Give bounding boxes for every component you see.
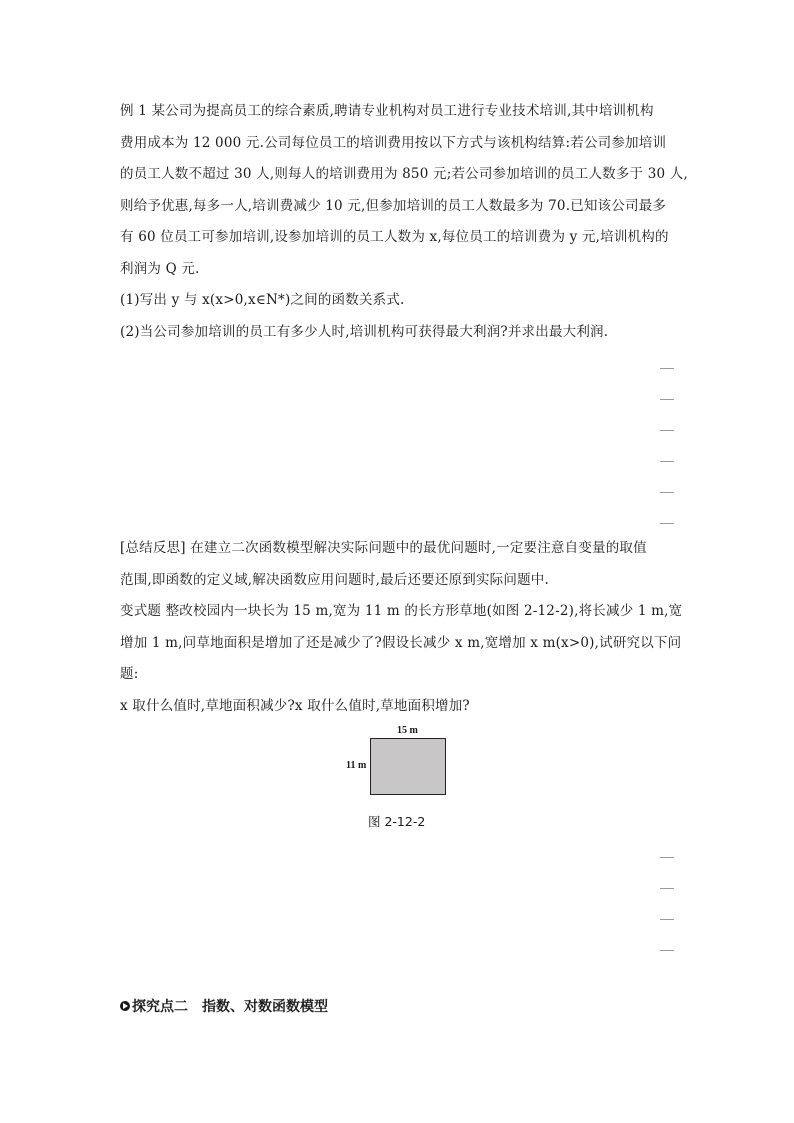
figure-caption: 图 2-12-2 xyxy=(368,814,426,829)
variant-line: x 取什么值时,草地面积减少?x 取什么值时,草地面积增加? xyxy=(120,697,470,714)
answer-line xyxy=(660,950,674,951)
play-bullet-icon xyxy=(120,1001,130,1011)
example-1-line: 的员工人数不超过 30 人,则每人的培训费用为 850 元;若公司参加培训的员工人数多于 30 人, xyxy=(120,166,689,182)
example-1-line: 例 1 某公司为提高员工的综合素质,聘请专业机构对员工进行专业技术培训,其中培训机构 xyxy=(120,103,654,119)
variant-line: 变式题 整改校园内一块长为 15 m,宽为 11 m 的长方形草地(如图 2-12-2),将长减少 1 m,宽 xyxy=(120,603,683,619)
section-heading xyxy=(120,996,328,1016)
section-title: 探究点二 指数、对数函数模型 xyxy=(132,999,328,1015)
answer-line xyxy=(660,888,674,889)
variant-line: 增加 1 m,问草地面积是增加了还是减少了?假设长减少 x m,宽增加 x m(x>0),试研究以下问 xyxy=(120,634,682,651)
lawn-rectangle xyxy=(370,738,446,795)
reflection-line: 范围,即函数的定义域,解决函数应用问题时,最后还要还原到实际问题中. xyxy=(120,571,549,588)
answer-line xyxy=(660,461,674,462)
width-label: 11 m xyxy=(346,760,367,771)
answer-line xyxy=(660,430,674,431)
variant-line: 题: xyxy=(120,666,139,682)
rectangle-figure xyxy=(340,724,460,804)
answer-line xyxy=(660,919,674,920)
length-label: 15 m xyxy=(397,725,418,736)
example-1-line: 费用成本为 12 000 元.公司每位员工的培训费用按以下方式与该机构结算:若公司参加培训 xyxy=(120,134,667,151)
summary-reflection xyxy=(120,533,680,596)
variant-problem xyxy=(120,596,683,722)
example-1-line: 利润为 Q 元. xyxy=(120,260,200,277)
example-1-line: 则给予优惠,每多一人,培训费减少 10 元,但参加培训的员工人数最多为 70.已知该公司最多 xyxy=(120,197,667,214)
example-1-line: 有 60 位员工可参加培训,设参加培训的员工人数为 x,每位员工的培训费为 y 元,培训机构的 xyxy=(120,229,669,245)
example-1-problem xyxy=(120,96,689,348)
answer-line xyxy=(660,523,674,524)
answer-line xyxy=(660,368,674,369)
answer-line xyxy=(660,399,674,400)
question-2: (2)当公司参加培训的员工有多少人时,培训机构可获得最大利润?并求出最大利润. xyxy=(120,323,609,340)
answer-line xyxy=(660,492,674,493)
reflection-line: [总结反思] 在建立二次函数模型解决实际问题中的最优问题时,一定要注意自变量的取值 xyxy=(120,540,647,556)
answer-line xyxy=(660,857,674,858)
question-1: (1)写出 y 与 x(x>0,x∈N*)之间的函数关系式. xyxy=(120,292,405,308)
